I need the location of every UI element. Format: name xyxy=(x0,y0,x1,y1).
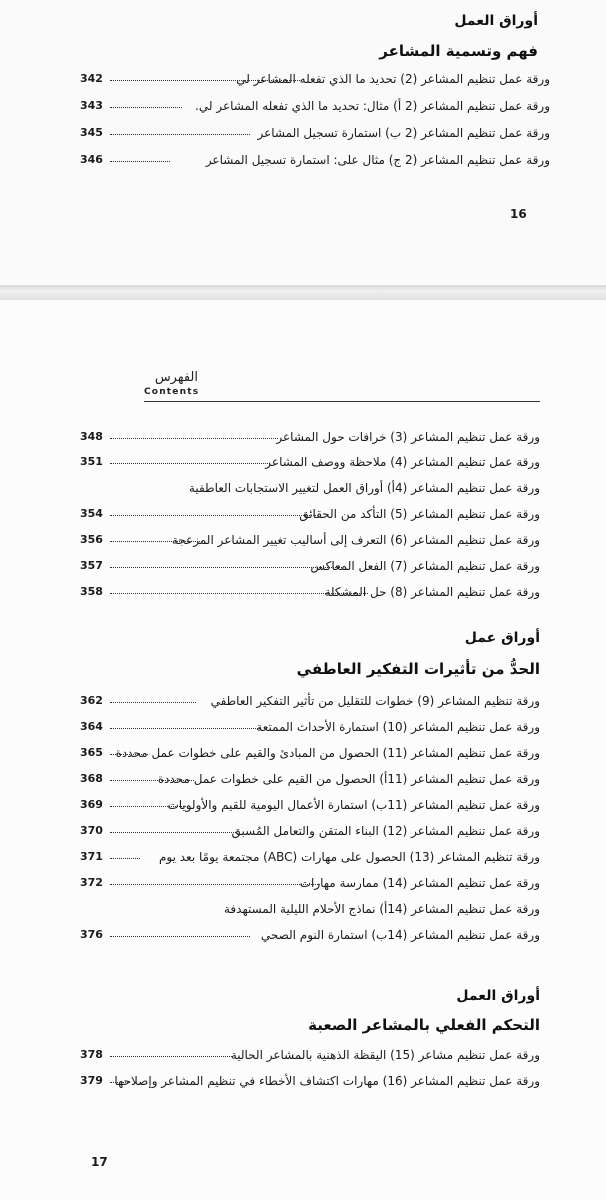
toc-entry-page: 369 xyxy=(80,798,103,811)
toc-entry-label: ورقة عمل تنظيم المشاعر (14أ) نماذج الأحلام الليلية المستهدفة xyxy=(223,902,540,916)
toc-entry-label: ورقة عمل تنظيم المشاعر (8) حل المشكلة xyxy=(324,585,540,599)
toc-leader xyxy=(110,780,194,781)
section-subtitle: التحكم الفعلي بالمشاعر الصعبة xyxy=(308,1016,540,1034)
toc-entry-page: 342 xyxy=(80,72,103,85)
toc-entry-label: ورقة عمل تنظيم المشاعر (2) تحديد ما الذي تفعله المشاعر لي xyxy=(236,72,550,86)
toc-entry-page: 370 xyxy=(80,824,103,837)
toc-entry-page: 376 xyxy=(80,928,103,941)
toc-entry[interactable] xyxy=(80,821,540,841)
running-header-arabic: الفهرس xyxy=(154,370,198,385)
toc-entry-label: ورقة عمل تنظيم المشاعر (4) ملاحظة ووصف المشاعر xyxy=(265,455,540,469)
toc-entry-page: 343 xyxy=(80,99,103,112)
toc-entry-label: ورقة عمل تنظيم المشاعر (10) استمارة الأحداث الممتعة xyxy=(256,720,540,734)
toc-entry-page: 358 xyxy=(80,585,103,598)
toc-leader xyxy=(110,463,270,464)
toc-entry[interactable] xyxy=(80,582,540,602)
toc-leader xyxy=(110,161,170,162)
toc-entry[interactable] xyxy=(80,743,540,763)
section-title: أوراق العمل xyxy=(456,988,540,1004)
header-rule xyxy=(144,401,540,402)
toc-leader xyxy=(110,567,342,568)
toc-entry[interactable] xyxy=(80,1045,540,1065)
toc-entry-page: 365 xyxy=(80,746,103,759)
toc-entry[interactable] xyxy=(80,69,550,89)
toc-leader xyxy=(110,1082,130,1083)
toc-entry-label: ورقة عمل تنظيم المشاعر (4أ) أوراق العمل لتغيير الاستجابات العاطفية xyxy=(188,481,540,495)
toc-entry[interactable] xyxy=(80,925,540,945)
toc-entry-page: 348 xyxy=(80,430,103,443)
toc-entry-page: 372 xyxy=(80,876,103,889)
toc-entry[interactable] xyxy=(80,427,540,447)
toc-entry[interactable] xyxy=(80,452,540,472)
toc-entry-page: 346 xyxy=(80,153,103,166)
toc-entry[interactable] xyxy=(80,123,550,143)
toc-entry-label: ورقة عمل تنظيم المشاعر (5) التأكد من الحقائق xyxy=(299,507,540,521)
toc-entry[interactable] xyxy=(80,769,540,789)
toc-entry[interactable] xyxy=(80,847,540,867)
toc-entry-label: ورقة عمل تنظيم المشاعر (6) التعرف إلى أساليب تغيير المشاعر المزعجة xyxy=(171,533,540,547)
toc-entry-label: ورقة عمل تنظيم المشاعر (11) الحصول من المبادئ والقيم على خطوات عمل محددة xyxy=(115,746,540,760)
toc-entry-label: ورقة عمل تنظيم المشاعر (16) مهارات اكتشاف الأخطاء في تنظيم المشاعر وإصلاحها xyxy=(114,1074,540,1088)
toc-leader xyxy=(110,541,202,542)
toc-leader xyxy=(110,832,236,833)
toc-entry-label: ورقة عمل تنظيم المشاعر (2 ج) مثال على: استمارة تسجيل المشاعر xyxy=(205,153,550,167)
toc-leader xyxy=(110,1056,232,1057)
toc-entry[interactable] xyxy=(80,899,540,919)
page-16 xyxy=(0,0,606,285)
toc-entry-label: ورقة عمل تنظيم المشاعر (11أ) الحصول من القيم على خطوات عمل محددة xyxy=(157,772,540,786)
toc-entry-page: 351 xyxy=(80,455,103,468)
toc-entry-label: ورقة عمل تنظيم المشاعر (2 ب) استمارة تسجيل المشاعر xyxy=(257,126,550,140)
toc-entry-label: ورقة عمل تنظيم المشاعر (2 أ) مثال: تحديد ما الذي تفعله المشاعر لي. xyxy=(195,99,550,113)
toc-leader xyxy=(110,936,250,937)
running-header-english: Contents xyxy=(144,387,200,397)
toc-entry[interactable] xyxy=(80,150,550,170)
toc-leader xyxy=(110,858,140,859)
page-number: 16 xyxy=(510,207,527,221)
toc-entry-label: ورقة عمل تنظيم المشاعر (12) البناء المتقن والتعامل المُسبق xyxy=(231,824,540,838)
section-title: أوراق العمل xyxy=(454,13,538,29)
page-17 xyxy=(0,300,606,1200)
toc-entry-label: ورقة تنظيم المشاعر (9) خطوات للتقليل من تأثير التفكير العاطفي xyxy=(210,694,540,708)
toc-entry-page: 378 xyxy=(80,1048,103,1061)
toc-entry-label: ورقة عمل تنظيم المشاعر (14) ممارسة مهارات xyxy=(299,876,540,890)
toc-entry-page: 368 xyxy=(80,772,103,785)
toc-entry-page: 362 xyxy=(80,694,103,707)
section-subtitle: فهم وتسمية المشاعر xyxy=(379,42,538,60)
section-subtitle: الحدُّ من تأثيرات التفكير العاطفي xyxy=(296,660,540,678)
toc-entry-page: 354 xyxy=(80,507,103,520)
toc-entry[interactable] xyxy=(80,504,540,524)
toc-entry[interactable] xyxy=(80,96,550,116)
toc-leader xyxy=(110,754,148,755)
toc-entry[interactable] xyxy=(80,556,540,576)
toc-entry-label: ورقة عمل تنظيم مشاعر (15) اليقظة الذهنية بالمشاعر الحالية xyxy=(230,1048,540,1062)
toc-leader xyxy=(110,884,320,885)
toc-leader xyxy=(110,80,302,81)
toc-leader xyxy=(110,702,196,703)
toc-entry-label: ورقة عمل تنظيم المشاعر (11ب) استمارة الأعمال اليومية للقيم والأولويات xyxy=(167,798,540,812)
toc-entry-label: ورقة تنظيم المشاعر (13) الحصول على مهارات (ABC) مجتمعة يومًا بعد يوم xyxy=(158,850,540,864)
toc-entry[interactable] xyxy=(80,873,540,893)
page-gap xyxy=(0,285,606,300)
section-title: أوراق عمل xyxy=(464,630,540,646)
toc-entry-page: 371 xyxy=(80,850,103,863)
toc-entry[interactable] xyxy=(80,795,540,815)
toc-entry-page: 357 xyxy=(80,559,103,572)
toc-entry-page: 364 xyxy=(80,720,103,733)
toc-leader xyxy=(110,806,190,807)
toc-entry-page: 379 xyxy=(80,1074,103,1087)
toc-leader xyxy=(110,593,368,594)
toc-entry-label: ورقة عمل تنظيم المشاعر (3) خرافات حول المشاعر xyxy=(276,430,540,444)
toc-leader xyxy=(110,728,260,729)
toc-leader xyxy=(110,515,318,516)
toc-entry-page: 345 xyxy=(80,126,103,139)
toc-entry[interactable] xyxy=(80,530,540,550)
page-number: 17 xyxy=(91,1155,108,1169)
toc-entry[interactable] xyxy=(80,717,540,737)
toc-leader xyxy=(110,134,250,135)
toc-entry-label: ورقة عمل تنظيم المشاعر (14ب) استمارة النوم الصحي xyxy=(260,928,540,942)
toc-entry-label: ورقة عمل تنظيم المشاعر (7) الفعل المعاكس xyxy=(310,559,540,573)
toc-entry[interactable] xyxy=(80,691,540,711)
toc-entry-page: 356 xyxy=(80,533,103,546)
toc-leader xyxy=(110,107,182,108)
toc-entry[interactable] xyxy=(80,478,540,498)
toc-leader xyxy=(110,438,278,439)
toc-entry[interactable] xyxy=(80,1071,540,1091)
